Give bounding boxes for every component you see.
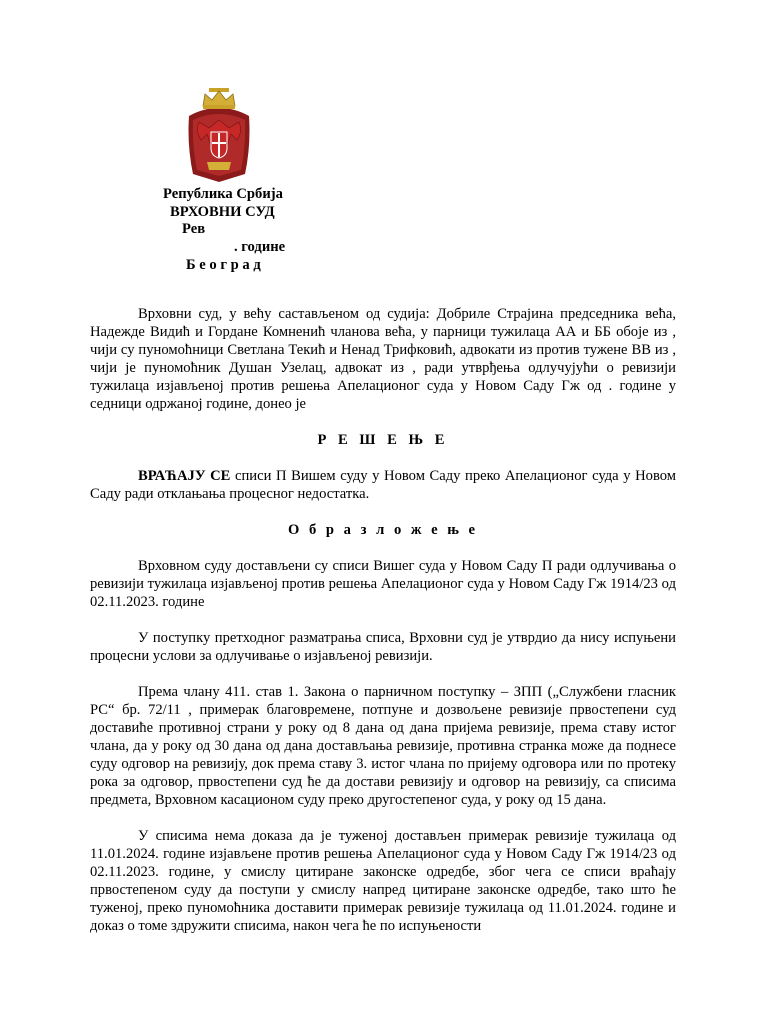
city-label: Б е о г р а д xyxy=(186,257,261,273)
reasoning-paragraph-3: Према члану 411. став 1. Закона о парничном поступку – ЗПП („Службени гласник РС“ бр. 72/11 , примерак благовремене, потпуне и дозвољене ревизије првостепени суд доставиће противној страни у року од 8 дана од дана пријема ревизије, према ставу истог члана, да у року од 30 дана од дана достављања ревизије, противна странка може да поднесе суду одговор на ревизију, док према ставу 3. истог члана по пријему одговора или по протеку рока за одговор, првостепени суд ће да достави ревизију и одговор на ревизију, са списима предмета, Врховном касационом суду преко другостепеног суда, у року од 15 дана. xyxy=(90,684,676,808)
republic-name: Република Србија xyxy=(163,186,283,202)
reasoning-paragraph-2: У поступку претходног разматрања списа, Врховни суд је утврдио да нису испуњени процесни услови за одлучивање о изјављеној ревизији. xyxy=(90,630,676,664)
ruling-title: Р Е Ш Е Њ Е xyxy=(317,432,449,448)
ruling-lead: ВРАЋАЈУ СЕ xyxy=(138,468,231,484)
date-label: . године xyxy=(234,239,286,255)
reasoning-title: О б р а з л о ж е њ е xyxy=(287,522,479,538)
reasoning-paragraph-1: Врховном суду достављени су списи Вишег суда у Новом Саду П ради одлучивања о ревизији тужилаца изјављеној против решења Апелационог суда у Новом Саду Гж 1914/23 од 02.11.2023. године xyxy=(90,558,676,610)
reasoning-paragraph-4: У списима нема доказа да је туженој достављен примерак ревизије тужилаца од 11.01.2024. године изјављене против решења Апелационог суда у Новом Саду Гж 1914/23 од 02.11.2023. године, у смислу цитиране законске одредбе, због чега се списи враћају првостепеном суду да поступи у смислу напред цитиране законске одредбе, тако што ће туженој, преко пуномоћника доставити примерак ревизије тужилаца од 11.01.2024. године и доказ о томе здружити списима, након чега ће по испуњености xyxy=(90,828,676,934)
intro-paragraph: Врховни суд, у већу састављеном од судија: Добриле Страјина председника већа, Надежде Видић и Гордане Комненић чланова већа, у парници тужилаца АА и ББ обоје из , чији су пуномоћници Светлана Текић и Ненад Трифковић, адвокати из против тужене ВВ из , чији је пуномоћник Душан Узелац, адвокат из , ради утврђења одлучујући о ревизији тужилаца изјављеној против решења Апелационог суда у Новом Саду Гж од . године у седници одржаној године, донео је xyxy=(90,306,676,412)
court-name: ВРХОВНИ СУД xyxy=(170,204,275,220)
ruling-text: списи П Вишем суду у Новом Саду преко Апелационог суда у Новом Саду ради отклањања процесног недостатка. xyxy=(90,468,676,502)
case-number-label: Рев xyxy=(182,221,206,237)
serbian-coat-of-arms-icon xyxy=(183,86,255,186)
document-body xyxy=(90,305,676,935)
ruling-paragraph xyxy=(90,467,676,503)
